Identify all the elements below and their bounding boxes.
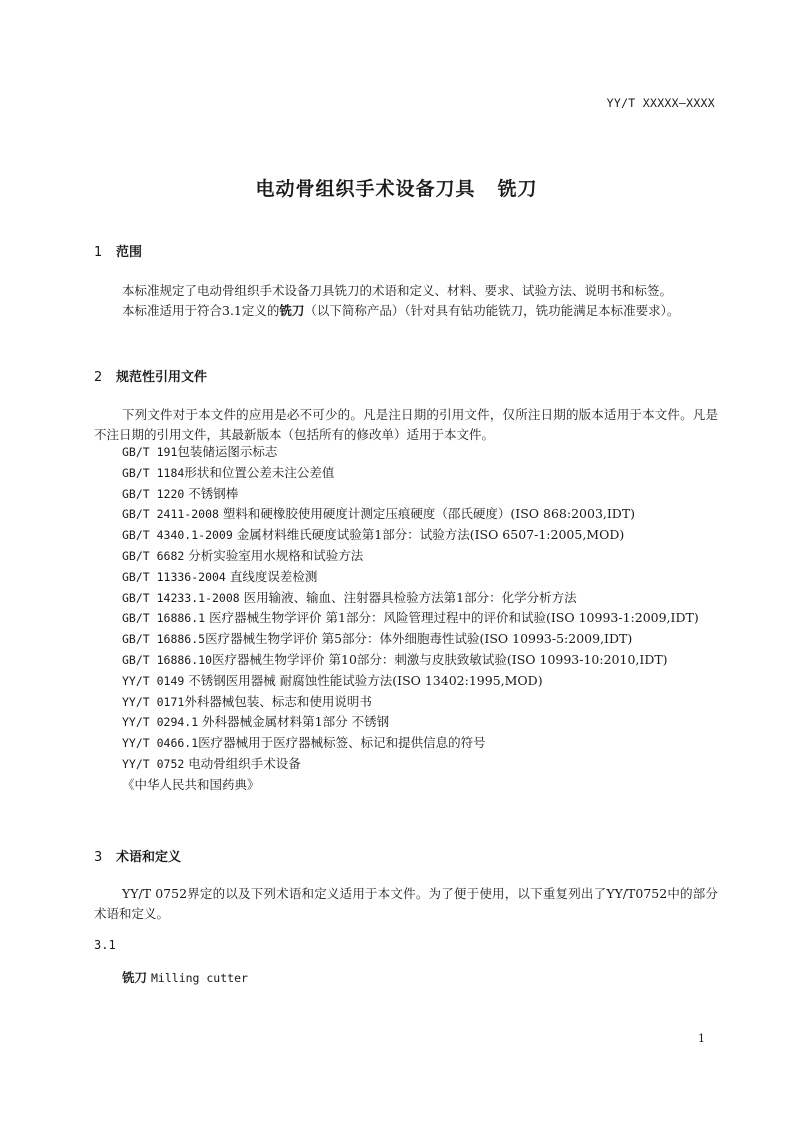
- reference-title: 外科器械包装、标志和使用说明书: [184, 693, 372, 709]
- reference-title: 《中华人民共和国药典》: [122, 776, 260, 792]
- reference-item: [94, 671, 718, 692]
- reference-item: [94, 754, 718, 775]
- reference-title: 医疗器械生物学评价 第10部分：刺激与皮肤致敏试验(ISO 10993-10:2010,IDT): [212, 651, 668, 667]
- reference-item: [94, 733, 718, 754]
- reference-item: [94, 608, 718, 629]
- reference-item: [94, 525, 718, 546]
- reference-item: [94, 712, 718, 733]
- term-chinese: 铣刀: [122, 970, 148, 985]
- reference-code: GB/T 16886.10: [122, 652, 213, 667]
- section-heading-scope: [94, 241, 142, 260]
- terms-intro: YY/T 0752界定的以及下列术语和定义适用于本文件。为了便于使用，以下重复列出了YY/T0752中的部分术语和定义。: [94, 886, 718, 921]
- reference-code: GB/T 1184: [122, 465, 185, 480]
- reference-code: YY/T 0752: [122, 756, 185, 771]
- reference-item: [94, 442, 718, 463]
- page-number: 1: [698, 1032, 705, 1045]
- section-heading-normative-references: [94, 366, 207, 385]
- reference-list: [94, 442, 718, 796]
- term-english: Milling cutter: [151, 971, 248, 985]
- scope-paragraph-2: [94, 301, 718, 321]
- reference-code: GB/T 14233.1-2008: [122, 590, 240, 605]
- section-title: 范围: [116, 245, 143, 260]
- reference-item: [94, 775, 718, 796]
- reference-code: GB/T 191: [122, 445, 178, 459]
- reference-code: YY/T 0149: [122, 673, 185, 688]
- scope-paragraph-1: 本标准规定了电动骨组织手术设备刀具铣刀的术语和定义、材料、要求、试验方法、说明书和标签。: [122, 283, 673, 298]
- reference-item: [94, 463, 718, 484]
- reference-title: 医用输液、输血、注射器具检验方法第1部分：化学分析方法: [239, 589, 577, 605]
- reference-title: 塑料和硬橡胶使用硬度计测定压痕硬度（邵氏硬度）(ISO 868:2003,IDT): [218, 506, 636, 522]
- reference-code: GB/T 6682: [122, 548, 185, 563]
- reference-item: [94, 629, 718, 650]
- reference-title: 包装储运图示标志: [177, 444, 278, 459]
- reference-title: 不锈钢棒: [184, 485, 239, 501]
- reference-title: 外科器械金属材料第1部分 不锈钢: [198, 714, 390, 730]
- reference-title: 金属材料维氏硬度试验第1部分：试验方法(ISO 6507-1:2005,MOD): [232, 527, 625, 543]
- reference-title: 形状和位置公差未注公差值: [184, 464, 335, 480]
- reference-title: 医疗器械生物学评价 第5部分：体外细胞毒性试验(ISO 10993-5:2009,IDT): [205, 631, 633, 647]
- reference-title: 直线度误差检测: [225, 568, 318, 584]
- reference-code: GB/T 16886.1: [122, 611, 206, 626]
- reference-item: [94, 567, 718, 588]
- standard-code: YY/T XXXXX—XXXX: [606, 96, 715, 110]
- document-title-sub: 铣刀: [497, 178, 538, 200]
- reference-item: [94, 588, 718, 609]
- reference-code: YY/T 0294.1: [122, 715, 199, 730]
- reference-item: [94, 484, 718, 505]
- document-title: [0, 174, 793, 201]
- references-intro: 下列文件对于本文件的应用是必不可少的。凡是注日期的引用文件，仅所注日期的版本适用于本文件。凡是不注日期的引用文件，其最新版本（包括所有的修改单）适用于本文件。: [94, 407, 718, 442]
- reference-item: [94, 650, 718, 671]
- reference-item: [94, 504, 718, 525]
- document-title-main: 电动骨组织手术设备刀具: [255, 178, 476, 200]
- section-number: 1: [94, 245, 103, 260]
- reference-code: GB/T 16886.5: [122, 632, 206, 647]
- reference-code: GB/T 2411-2008: [122, 507, 219, 522]
- reference-title: 不锈钢医用器械 耐腐蚀性能试验方法(ISO 13402:1995,MOD): [184, 672, 543, 688]
- reference-title: 医疗器械生物学评价 第1部分：风险管理过程中的评价和试验(ISO 10993-1:2009,IDT): [205, 610, 699, 626]
- section-title: 规范性引用文件: [116, 370, 208, 385]
- reference-code: YY/T 0466.1: [122, 736, 199, 751]
- reference-code: GB/T 4340.1-2009: [122, 528, 233, 543]
- subsection-number: 3.1: [94, 938, 116, 952]
- scope-text-before: 本标准适用于符合3.1定义的: [122, 303, 280, 318]
- section-title: 术语和定义: [116, 850, 182, 865]
- section-heading-terms-definitions: [94, 846, 181, 865]
- reference-title: 医疗器械用于医疗器械标签、标记和提供信息的符号: [198, 735, 486, 751]
- reference-item: [94, 546, 718, 567]
- scope-text-after: （以下简称产品）（针对具有钻功能铣刀，铣功能满足本标准要求）。: [304, 303, 680, 318]
- reference-code: GB/T 11336-2004: [122, 569, 226, 584]
- reference-title: 电动骨组织手术设备: [184, 755, 301, 771]
- scope-bold-term: 铣刀: [279, 303, 305, 318]
- reference-code: GB/T 1220: [122, 486, 185, 501]
- section-number: 3: [94, 850, 103, 865]
- term-entry: [122, 968, 248, 986]
- section-number: 2: [94, 370, 103, 385]
- reference-item: [94, 692, 718, 713]
- reference-code: YY/T 0171: [122, 694, 185, 709]
- reference-title: 分析实验室用水规格和试验方法: [184, 547, 364, 563]
